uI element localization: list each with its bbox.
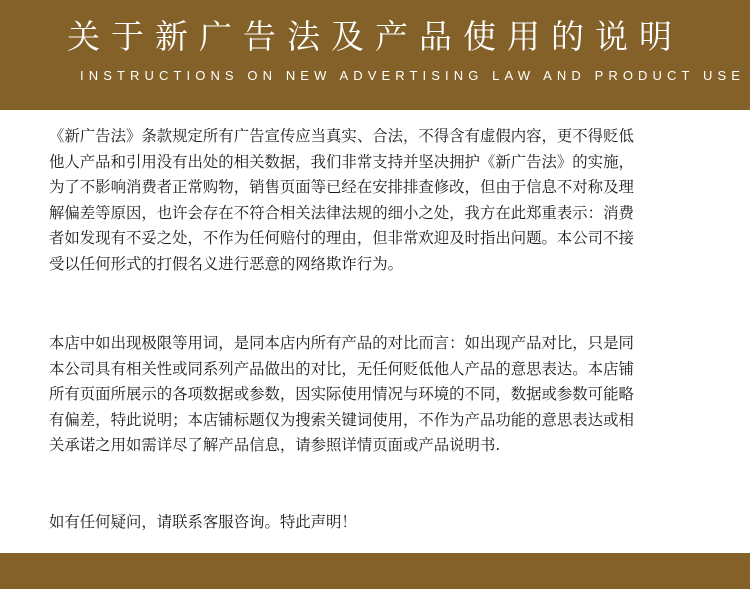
- header-banner: [0, 0, 750, 110]
- footer-banner: [0, 553, 750, 589]
- paragraph-contact: [49, 510, 709, 536]
- paragraph-line: 如有任何疑问，请联系客服咨询。特此声明！: [49, 513, 357, 531]
- paragraph-product-comparison: [49, 331, 709, 459]
- paragraph-line: 为了不影响消费者正常购物，销售页面等已经在安排排查修改，但由于信息不对称及理: [49, 178, 634, 196]
- paragraph-line: 所有页面所展示的各项数据或参数，因实际使用情况与环境的不同，数据或参数可能略: [49, 385, 634, 403]
- paragraph-line: 本店中如出现极限等用词，是同本店内所有产品的对比而言：如出现产品对比，只是同: [49, 334, 634, 352]
- paragraph-advertising-law: [49, 124, 709, 277]
- paragraph-line: 受以任何形式的打假名义进行恶意的网络欺诈行为。: [49, 254, 403, 273]
- paragraph-line: 《新广告法》条款规定所有广告宣传应当真实、合法，不得含有虚假内容，更不得贬低: [49, 127, 634, 145]
- paragraph-line: 本公司具有相关性或同系列产品做出的对比，无任何贬低他人产品的意思表达。本店铺: [49, 359, 634, 378]
- paragraph-line: 解偏差等原因，也许会存在不符合相关法律法规的细小之处，我方在此郑重表示：消费: [49, 203, 634, 222]
- paragraph-line: 他人产品和引用没有出处的相关数据，我们非常支持并坚决拥护《新广告法》的实施，: [49, 152, 634, 171]
- page-subtitle: INSTRUCTIONS ON NEW ADVERTISING LAW AND PRODUCT USE: [80, 68, 746, 83]
- paragraph-line: 关承诺之用如需详尽了解产品信息，请参照详情页面或产品说明书.: [49, 436, 501, 454]
- paragraph-line: 者如发现有不妥之处，不作为任何赔付的理由，但非常欢迎及时指出问题。本公司不接: [49, 229, 634, 247]
- page-title: 关于新广告法及产品使用的说明: [67, 17, 683, 56]
- paragraph-line: 有偏差，特此说明；本店铺标题仅为搜索关键词使用，不作为产品功能的意思表达或相: [49, 410, 634, 429]
